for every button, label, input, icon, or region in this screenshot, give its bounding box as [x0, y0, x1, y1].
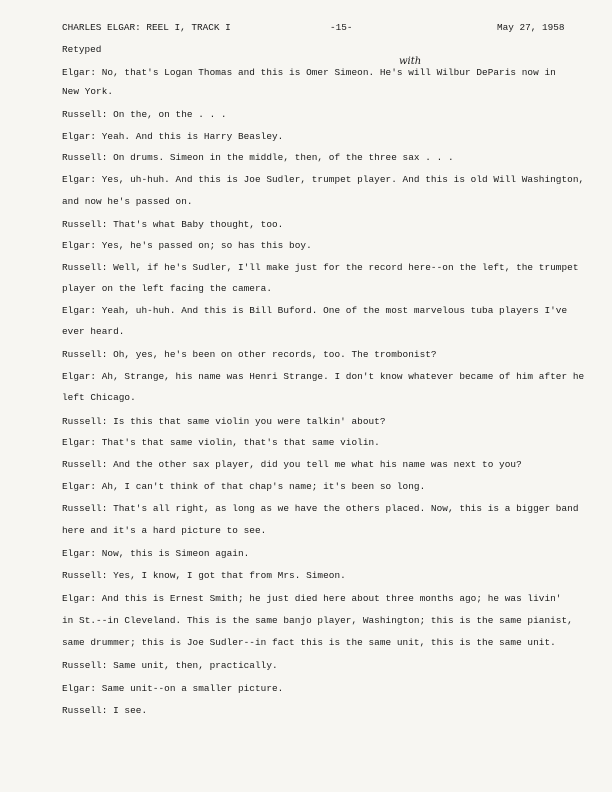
transcript-line: Russell: And the other sax player, did you tell me what his name was next to you?: [62, 459, 522, 470]
transcript-line: ever heard.: [62, 326, 125, 337]
header-title: CHARLES ELGAR: REEL I, TRACK I: [62, 22, 231, 33]
transcript-line: Elgar: And this is Ernest Smith; he just died here about three months ago; he was livin': [62, 593, 562, 604]
transcript-line: Elgar: Yeah. And this is Harry Beasley.: [62, 131, 284, 142]
transcript-line: Elgar: Now, this is Simeon again.: [62, 548, 250, 559]
transcript-line: Elgar: No, that's Logan Thomas and this is Omer Simeon. He's will Wilbur DeParis now in: [62, 67, 556, 78]
transcript-line: Elgar: Ah, I can't think of that chap's name; it's been so long.: [62, 481, 426, 492]
transcript-line: in St.--in Cleveland. This is the same banjo player, Washington; this is the same pianist,: [62, 615, 573, 626]
retyped-note: Retyped: [62, 44, 102, 55]
transcript-line: Russell: On drums. Simeon in the middle, then, of the three sax . . .: [62, 152, 454, 163]
transcript-line: Elgar: Yes, he's passed on; so has this boy.: [62, 240, 312, 251]
handwritten-insert: with: [399, 56, 422, 67]
header-date: May 27, 1958: [497, 22, 565, 33]
transcript-line: Elgar: That's that same violin, that's that same violin.: [62, 437, 380, 448]
transcript-line: player on the left facing the camera.: [62, 283, 273, 294]
transcript-line: left Chicago.: [62, 392, 136, 403]
transcript-line: Russell: That's all right, as long as we have the others placed. Now, this is a bigger band: [62, 503, 579, 514]
transcript-line: Elgar: Ah, Strange, his name was Henri Strange. I don't know whatever became of him after he: [62, 371, 585, 382]
transcript-line: Russell: Well, if he's Sudler, I'll make just for the record here--on the left, the trumpet: [62, 262, 579, 273]
transcript-line: Elgar: Same unit--on a smaller picture.: [62, 683, 284, 694]
transcript-line: Russell: Same unit, then, practically.: [62, 660, 278, 671]
transcript-line: Russell: Yes, I know, I got that from Mrs. Simeon.: [62, 570, 346, 581]
transcript-line: here and it's a hard picture to see.: [62, 525, 267, 536]
transcript-line: New York.: [62, 86, 114, 97]
transcript-line: Russell: Oh, yes, he's been on other records, too. The trombonist?: [62, 349, 437, 360]
transcript-line: and now he's passed on.: [62, 196, 193, 207]
transcript-line: Russell: On the, on the . . .: [62, 109, 227, 120]
transcript-line: Elgar: Yes, uh-huh. And this is Joe Sudler, trumpet player. And this is old Will Washington,: [62, 174, 585, 185]
transcript-line: Russell: Is this that same violin you were talkin' about?: [62, 416, 386, 427]
transcript-line: Russell: I see.: [62, 705, 148, 716]
transcript-line: Elgar: Yeah, uh-huh. And this is Bill Buford. One of the most marvelous tuba players I've: [62, 305, 568, 316]
transcript-line: same drummer; this is Joe Sudler--in fact this is the same unit, this is the same unit.: [62, 637, 556, 648]
page-number: -15-: [330, 22, 353, 33]
transcript-line: Russell: That's what Baby thought, too.: [62, 219, 284, 230]
